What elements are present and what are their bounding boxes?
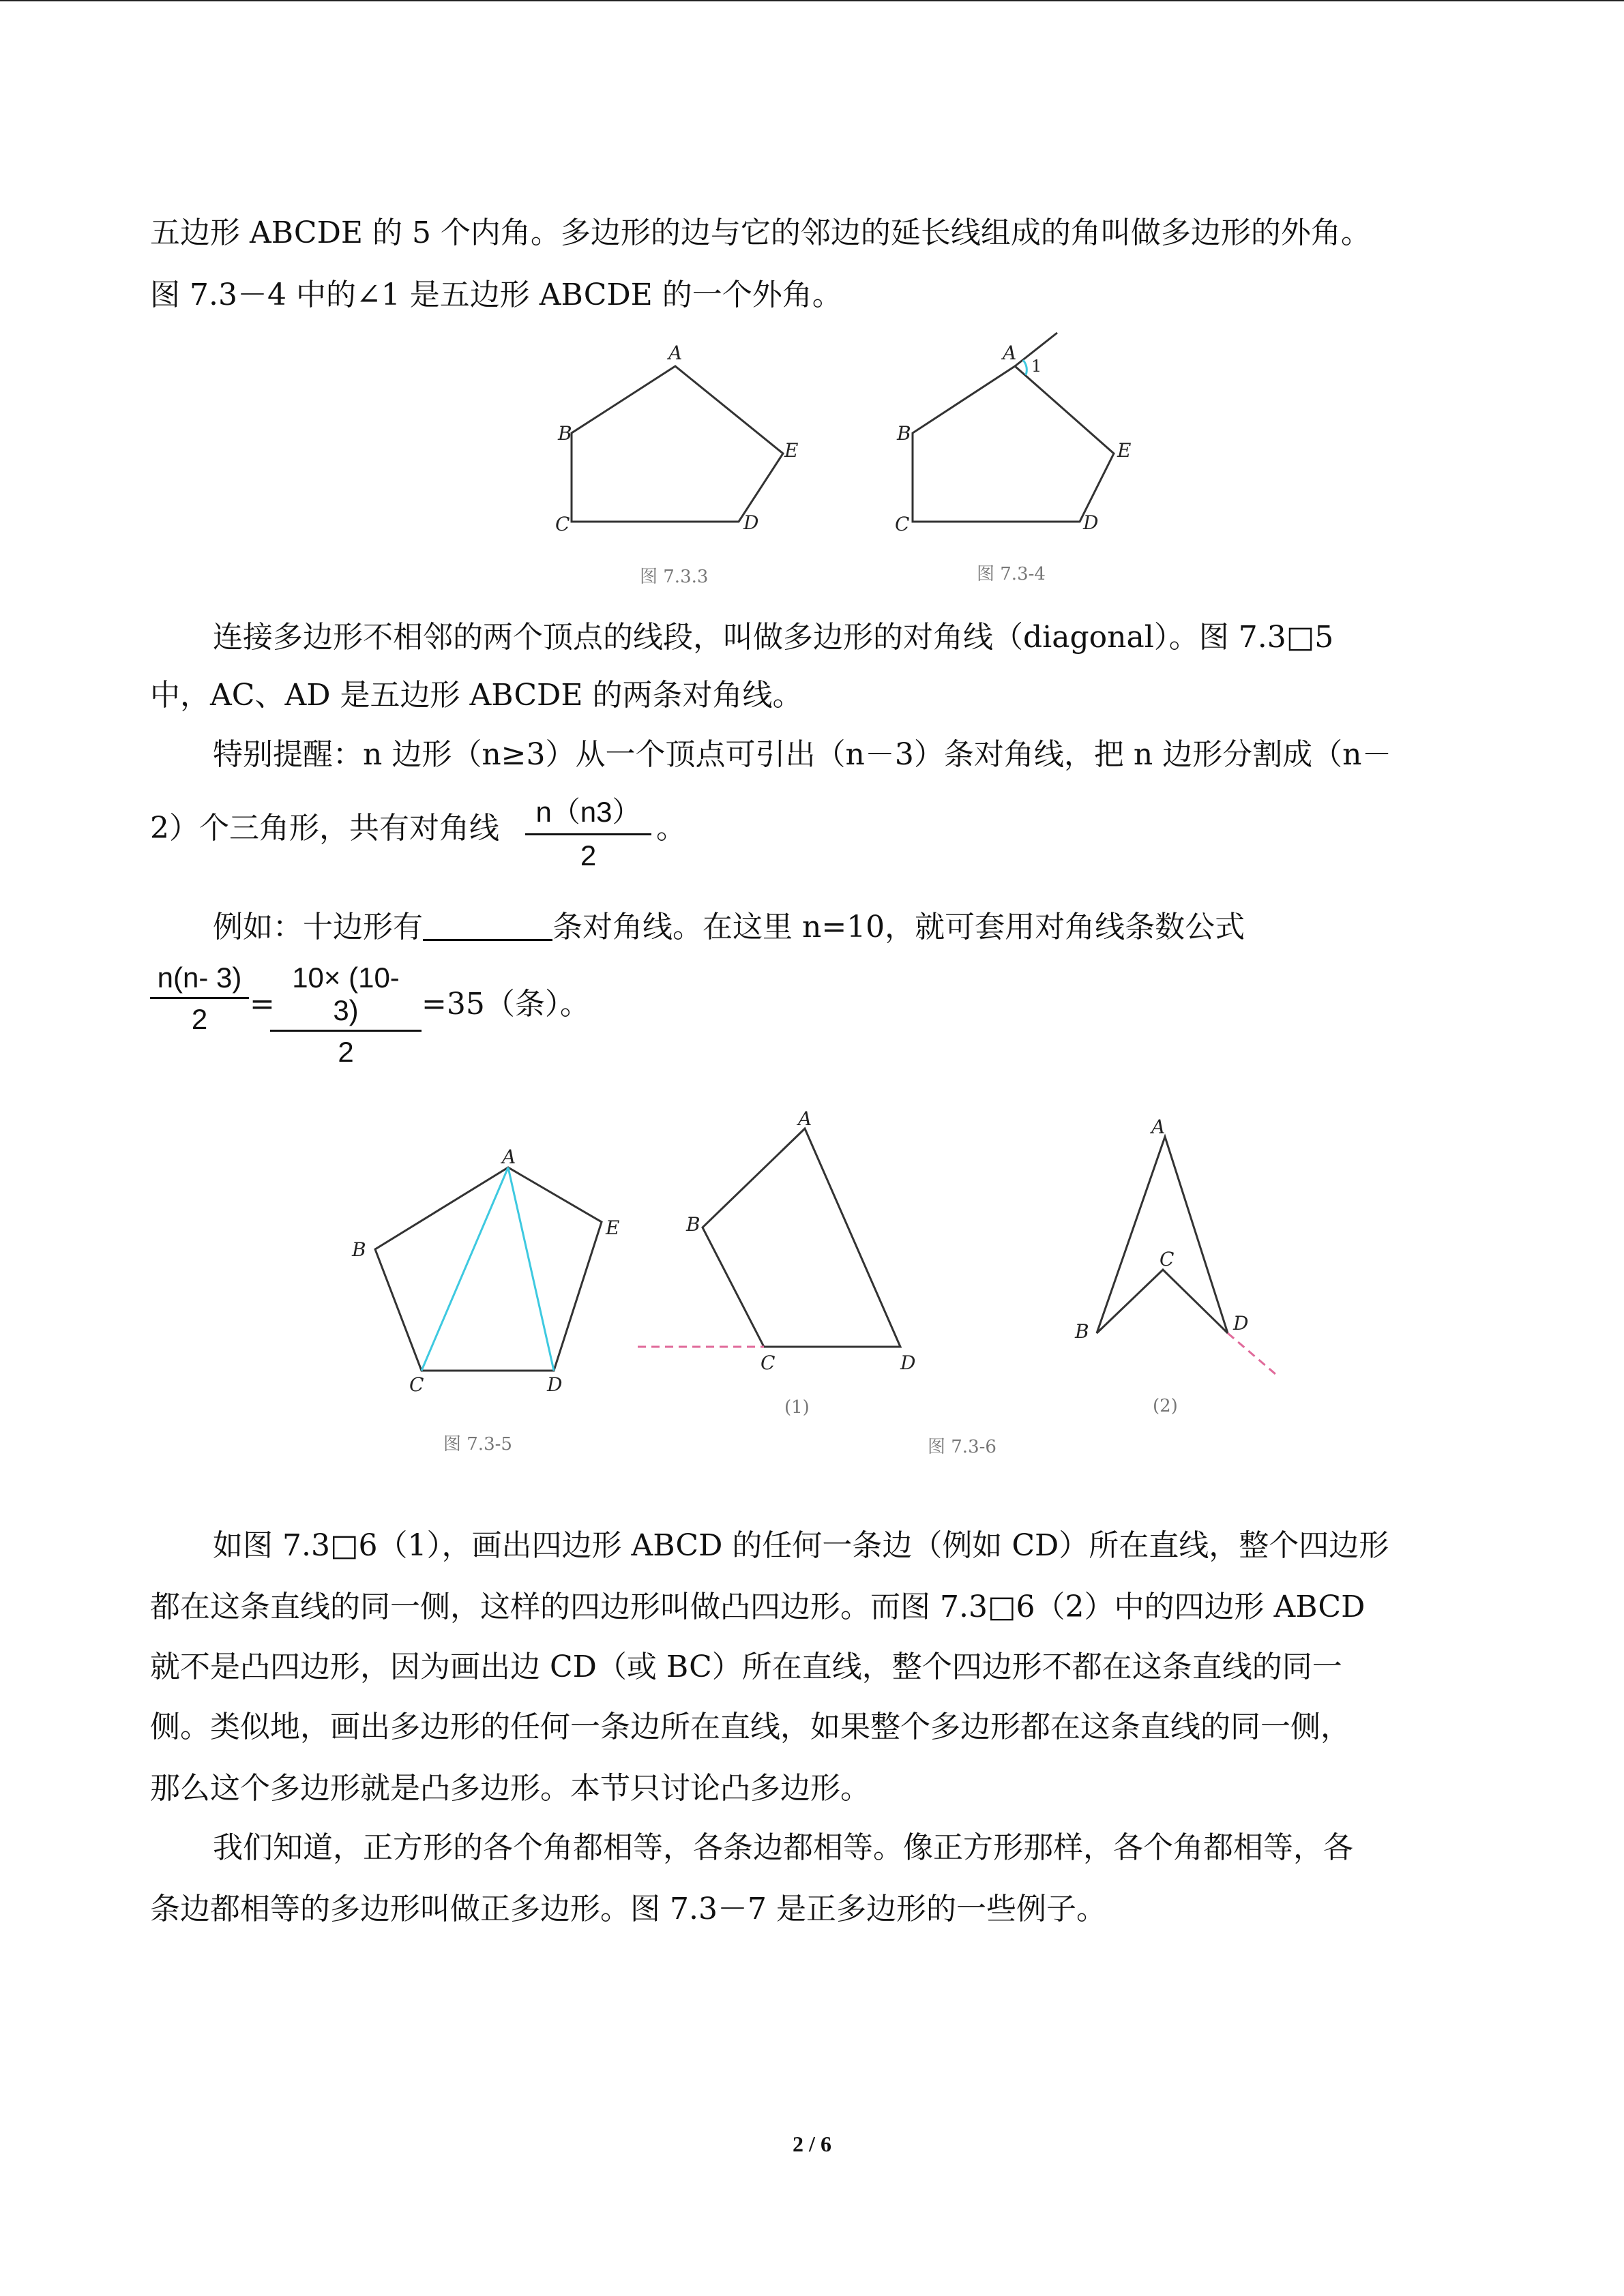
paragraph-3-line-2: 都在这条直线的同一侧，这样的四边形叫做凸四边形。而图 7.3□6（2）中的四边形 ABCD: [150, 1590, 1365, 1624]
reminder-line-2-prefix: 2）个三角形，共有对角线: [150, 811, 499, 846]
figure-6-sub-1: (1): [784, 1397, 810, 1418]
reminder-line-2-suffix: 。: [656, 811, 686, 846]
example-blank: [423, 912, 552, 941]
label-a-4: A: [798, 1107, 812, 1130]
reminder-fraction-numerator: n（n3）: [525, 790, 651, 835]
formula-fraction-1-denominator: 2: [191, 1003, 208, 1035]
paragraph-3-line-3: 就不是凸四边形，因为画出边 CD（或 BC）所在直线，整个四边形不都在这条直线的同一: [150, 1650, 1342, 1684]
figure-caption-7-3-3: 图 7.3.3: [640, 567, 709, 587]
pentagon-with-diagonals: [375, 1167, 602, 1371]
label-d-5: D: [1233, 1312, 1249, 1335]
pentagon-abcde-exterior: [913, 366, 1114, 522]
label-b-2: B: [897, 422, 911, 445]
label-a-2: A: [1003, 342, 1017, 364]
figure-caption-7-3-5: 图 7.3-5: [443, 1434, 512, 1455]
paragraph-2-line-2: 中，AC、AD 是五边形 ABCDE 的两条对角线。: [150, 678, 803, 713]
formula-fraction-2: [270, 961, 422, 1069]
paragraph-3-line-5: 那么这个多边形就是凸多边形。本节只讨论凸多边形。: [150, 1771, 870, 1806]
pentagon-abcde: [572, 366, 783, 522]
paragraph-3-line-4: 侧。类似地，画出多边形的任何一条边所在直线，如果整个多边形都在这条直线的同一侧，: [150, 1710, 1350, 1744]
formula-fraction-1-numerator: n(n- 3): [150, 961, 249, 999]
reminder-line-2: [150, 808, 1480, 849]
label-d-4: D: [900, 1352, 916, 1374]
concave-quadrilateral: [1097, 1137, 1228, 1333]
example-prefix: 例如：十边形有: [213, 910, 423, 944]
paragraph-2-line-1: 连接多边形不相邻的两个顶点的线段，叫做多边形的对角线（diagonal）。图 7.3□5: [213, 620, 1334, 655]
reminder-fraction-denominator: 2: [580, 839, 597, 871]
label-a-5: A: [1151, 1116, 1166, 1138]
formula-fraction-2-denominator: 2: [338, 1036, 354, 1068]
reminder-fraction: [525, 790, 651, 872]
label-e-3: E: [606, 1217, 620, 1239]
label-b-3: B: [352, 1238, 366, 1261]
figure-7-3-6-1: [703, 1129, 900, 1347]
diagonal-ad: [508, 1167, 554, 1371]
formula-fraction-1: [150, 961, 249, 1036]
label-c-5: C: [1160, 1248, 1175, 1270]
label-d-2: D: [1083, 511, 1099, 534]
label-a: A: [668, 342, 683, 364]
paragraph-1-line-2: 图 7.3－4 中的∠1 是五边形 ABCDE 的一个外角。: [150, 278, 842, 312]
label-c-4: C: [761, 1352, 776, 1374]
figure-6-sub-2: (2): [1153, 1396, 1178, 1416]
label-e-2: E: [1117, 439, 1132, 462]
page-number: 2 / 6: [793, 2132, 831, 2156]
extension-line-cd-2: [1228, 1333, 1275, 1374]
paragraph-3-line-1: 如图 7.3□6（1），画出四边形 ABCD 的任何一条边（例如 CD）所在直线，整个四边形: [213, 1528, 1389, 1563]
figure-7-3-6-2: [1097, 1137, 1228, 1333]
label-c: C: [555, 513, 570, 535]
paragraph-4-line-1: 我们知道，正方形的各个角都相等，各条边都相等。像正方形那样，各个角都相等，各: [213, 1830, 1353, 1865]
label-b-4: B: [686, 1213, 700, 1236]
label-a-3: A: [502, 1146, 516, 1168]
convex-quadrilateral: [703, 1129, 900, 1347]
formula-equals: =: [250, 987, 275, 1022]
label-c-3: C: [409, 1373, 424, 1396]
paragraph-4-line-2: 条边都相等的多边形叫做正多边形。图 7.3－7 是正多边形的一些例子。: [150, 1892, 1106, 1926]
figure-caption-7-3-6: 图 7.3-6: [928, 1437, 996, 1457]
figure-7-3-3: [572, 366, 783, 522]
label-d: D: [743, 511, 759, 534]
label-d-3: D: [547, 1373, 563, 1396]
figure-7-3-5: [375, 1167, 602, 1371]
formula-fraction-2-numerator: 10× (10- 3): [270, 961, 422, 1032]
label-c-2: C: [895, 513, 910, 535]
reminder-line-1: 特别提醒：n 边形（n≥3）从一个顶点可引出（n－3）条对角线，把 n 边形分割成（n－: [213, 737, 1392, 772]
formula-result: =35（条）。: [422, 987, 590, 1022]
angle-1-label: 1: [1031, 357, 1042, 376]
paragraph-1-line-1: 五边形 ABCDE 的 5 个内角。多边形的边与它的邻边的延长线组成的角叫做多边形的外角。: [150, 215, 1371, 250]
label-e: E: [784, 439, 799, 462]
label-b: B: [558, 422, 572, 445]
diagonal-ac: [422, 1167, 508, 1371]
label-b-5: B: [1075, 1320, 1089, 1343]
figure-caption-7-3-4: 图 7.3-4: [977, 564, 1046, 584]
example-line-1: [213, 907, 1441, 948]
example-suffix: 条对角线。在这里 n=10，就可套用对角线条数公式: [552, 910, 1245, 944]
